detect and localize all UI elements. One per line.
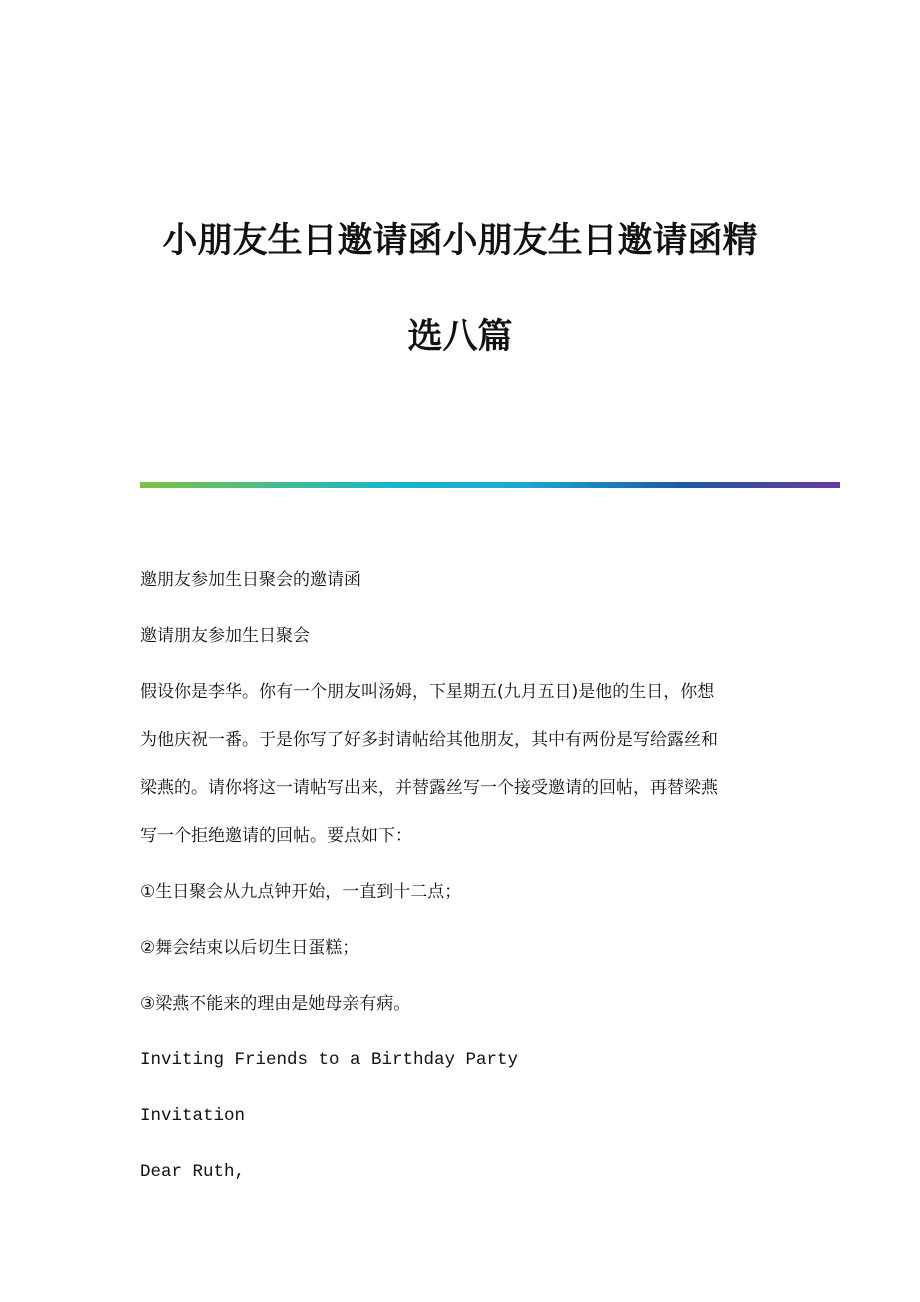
paragraph-3-line-1: 假设你是李华。你有一个朋友叫汤姆，下星期五(九月五日)是他的生日，你想 [140, 682, 715, 702]
paragraph-1: 邀朋友参加生日聚会的邀请函 [140, 570, 361, 590]
paragraph-3-line-4: 写一个拒绝邀请的回帖。要点如下： [140, 826, 412, 846]
paragraph-3-line-3: 梁燕的。请你将这一请帖写出来，并替露丝写一个接受邀请的回帖，再替梁燕 [140, 778, 718, 798]
list-item-3: ③梁燕不能来的理由是她母亲有病。 [140, 994, 411, 1014]
list-item-1: ①生日聚会从九点钟开始，一直到十二点； [140, 882, 462, 902]
gradient-divider [140, 482, 840, 488]
salutation: Dear Ruth, [140, 1162, 246, 1182]
english-heading: Inviting Friends to a Birthday Party [140, 1050, 519, 1070]
invitation-label: Invitation [140, 1106, 246, 1126]
list-item-2: ②舞会结束以后切生日蛋糕； [140, 938, 360, 958]
document-title-line-2: 选八篇 [407, 316, 513, 357]
document-title-line-1: 小朋友生日邀请函小朋友生日邀请函精 [162, 220, 758, 261]
paragraph-3-line-2: 为他庆祝一番。于是你写了好多封请帖给其他朋友，其中有两份是写给露丝和 [140, 730, 718, 750]
paragraph-2: 邀请朋友参加生日聚会 [140, 626, 310, 646]
